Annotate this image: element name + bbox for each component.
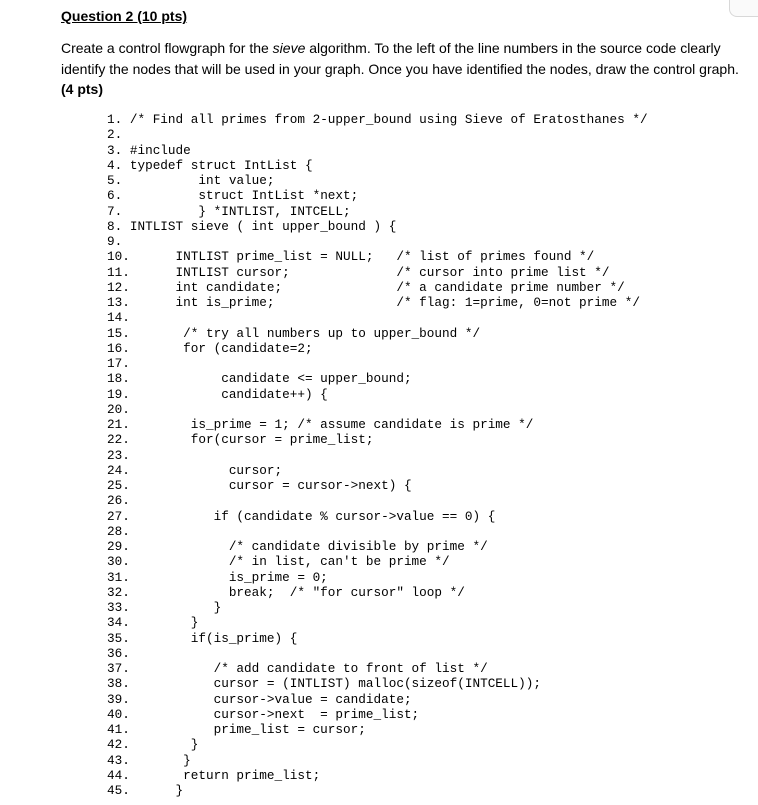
code-line (107, 493, 648, 508)
code-text: candidate <= upper_bound; (129, 371, 412, 387)
code-line (107, 432, 648, 447)
line-number: 18. (107, 371, 130, 387)
code-line (107, 554, 648, 569)
code-line (107, 356, 648, 371)
line-number: 12. (107, 279, 130, 295)
line-number: 7. (107, 203, 123, 219)
code-text: cursor->next = prime_list; (129, 706, 420, 722)
code-text: is_prime = 1; /* assume candidate is prime */ (129, 417, 534, 432)
code-text: int is_prime; /* flag: 1=prime, 0=not prime */ (129, 295, 640, 310)
code-text: break; /* "for cursor" loop */ (129, 584, 465, 600)
code-text: typedef struct IntList { (122, 157, 313, 173)
code-line (107, 737, 648, 752)
code-text: for(cursor = prime_list; (129, 432, 374, 448)
line-number: 45. (107, 783, 130, 798)
code-line (107, 341, 648, 356)
code-line (107, 219, 648, 234)
code-text: INTLIST prime_list = NULL; /* list of primes found */ (129, 249, 595, 265)
line-number: 24. (107, 462, 130, 478)
code-line (107, 295, 648, 310)
instructions-text-start: Create a control flowgraph for the (61, 40, 273, 56)
code-line (107, 402, 648, 417)
code-line (107, 204, 648, 219)
code-line (107, 463, 648, 478)
source-code-listing (107, 112, 648, 798)
code-line (107, 127, 648, 142)
instructions-italic-word: sieve (272, 40, 306, 56)
code-text: cursor = (INTLIST) malloc(sizeof(INTCELL)); (129, 676, 541, 692)
question-instructions (61, 38, 741, 100)
line-number: 28. (107, 523, 130, 539)
code-line (107, 707, 648, 722)
line-number: 39. (107, 691, 130, 707)
code-line (107, 371, 648, 386)
code-line (107, 234, 648, 249)
line-number: 11. (107, 264, 130, 280)
code-line (107, 661, 648, 676)
code-line (107, 112, 648, 127)
window-corner-tab (729, 0, 758, 17)
line-number: 13. (107, 295, 130, 310)
code-text: cursor; (129, 462, 283, 478)
code-line (107, 585, 648, 600)
line-number: 20. (107, 401, 130, 417)
code-line (107, 676, 648, 691)
line-number: 41. (107, 722, 130, 737)
code-line (107, 753, 648, 768)
code-line (107, 692, 648, 707)
code-line (107, 417, 648, 432)
line-number: 14. (107, 310, 130, 326)
line-number: 31. (107, 569, 130, 585)
line-number: 9. (107, 234, 123, 249)
line-number: 42. (107, 737, 130, 753)
line-number: 37. (107, 661, 130, 676)
line-number: 30. (107, 554, 130, 570)
code-line (107, 768, 648, 783)
code-line (107, 310, 648, 325)
code-line (107, 265, 648, 280)
line-number: 26. (107, 493, 130, 509)
code-text: INTLIST sieve ( int upper_bound ) { (122, 218, 397, 234)
line-number: 3. (107, 142, 123, 158)
line-number: 23. (107, 447, 130, 463)
line-number: 29. (107, 539, 130, 554)
code-line (107, 249, 648, 264)
code-text: } (129, 783, 184, 798)
code-text: INTLIST cursor; /* cursor into prime list */ (129, 264, 610, 280)
instructions-text-end: algorithm. To the left of the line numbers in the source code clearly identify the nodes that will be used in your graph. Once you have identified the nodes, draw the control graph. (61, 40, 739, 77)
line-number: 10. (107, 249, 130, 265)
code-line (107, 158, 648, 173)
code-text: prime_list = cursor; (129, 722, 366, 737)
code-text: /* candidate divisible by prime */ (129, 539, 488, 554)
code-line (107, 143, 648, 158)
code-line (107, 524, 648, 539)
code-line (107, 646, 648, 661)
line-number: 21. (107, 417, 130, 432)
line-number: 17. (107, 356, 130, 371)
code-text: cursor->value = candidate; (129, 691, 412, 707)
code-text: struct IntList *next; (122, 188, 359, 204)
code-text: } (129, 737, 199, 753)
code-line (107, 539, 648, 554)
code-text: } (129, 752, 191, 768)
line-number: 2. (107, 127, 123, 143)
line-number: 5. (107, 173, 123, 188)
line-number: 19. (107, 386, 130, 402)
code-line (107, 722, 648, 737)
code-text: cursor = cursor->next) { (129, 478, 412, 493)
line-number: 32. (107, 584, 130, 600)
code-line (107, 326, 648, 341)
code-line (107, 280, 648, 295)
line-number: 25. (107, 478, 130, 493)
line-number: 27. (107, 508, 130, 524)
code-line (107, 509, 648, 524)
line-number: 6. (107, 188, 123, 204)
code-line (107, 631, 648, 646)
code-line (107, 448, 648, 463)
line-number: 38. (107, 676, 130, 692)
line-number: 16. (107, 340, 130, 356)
code-text: /* Find all primes from 2-upper_bound using Sieve of Eratosthanes */ (122, 112, 648, 127)
line-number: 35. (107, 630, 130, 646)
code-line (107, 478, 648, 493)
code-line (107, 615, 648, 630)
line-number: 40. (107, 706, 130, 722)
code-text: candidate++) { (129, 386, 328, 402)
code-text: } (129, 600, 222, 615)
line-number: 15. (107, 325, 130, 341)
code-text: /* in list, can't be prime */ (129, 554, 450, 570)
line-number: 43. (107, 752, 130, 768)
line-number: 44. (107, 767, 130, 783)
line-number: 36. (107, 645, 130, 661)
code-text: if(is_prime) { (129, 630, 298, 646)
line-number: 33. (107, 600, 130, 615)
code-text: for (candidate=2; (129, 340, 313, 356)
code-text: int candidate; /* a candidate prime number */ (129, 279, 625, 295)
code-text: } (129, 615, 199, 631)
code-text: if (candidate % cursor->value == 0) { (129, 508, 496, 524)
code-line (107, 570, 648, 585)
line-number: 8. (107, 218, 123, 234)
question-title: Question 2 (10 pts) (61, 8, 188, 24)
code-text: is_prime = 0; (129, 569, 328, 585)
code-line (107, 173, 648, 188)
line-number: 22. (107, 432, 130, 448)
code-line (107, 387, 648, 402)
code-text: #include (122, 142, 191, 158)
line-number: 34. (107, 615, 130, 631)
code-line (107, 600, 648, 615)
line-number: 4. (107, 157, 123, 173)
code-text: /* try all numbers up to upper_bound */ (129, 325, 481, 341)
points-label: (4 pts) (61, 81, 103, 97)
code-text: /* add candidate to front of list */ (129, 661, 488, 676)
code-line (107, 188, 648, 203)
code-text: return prime_list; (129, 767, 321, 783)
code-line (107, 783, 648, 798)
line-number: 1. (107, 112, 123, 127)
code-text: int value; (122, 173, 275, 188)
code-text: } *INTLIST, INTCELL; (122, 203, 351, 219)
